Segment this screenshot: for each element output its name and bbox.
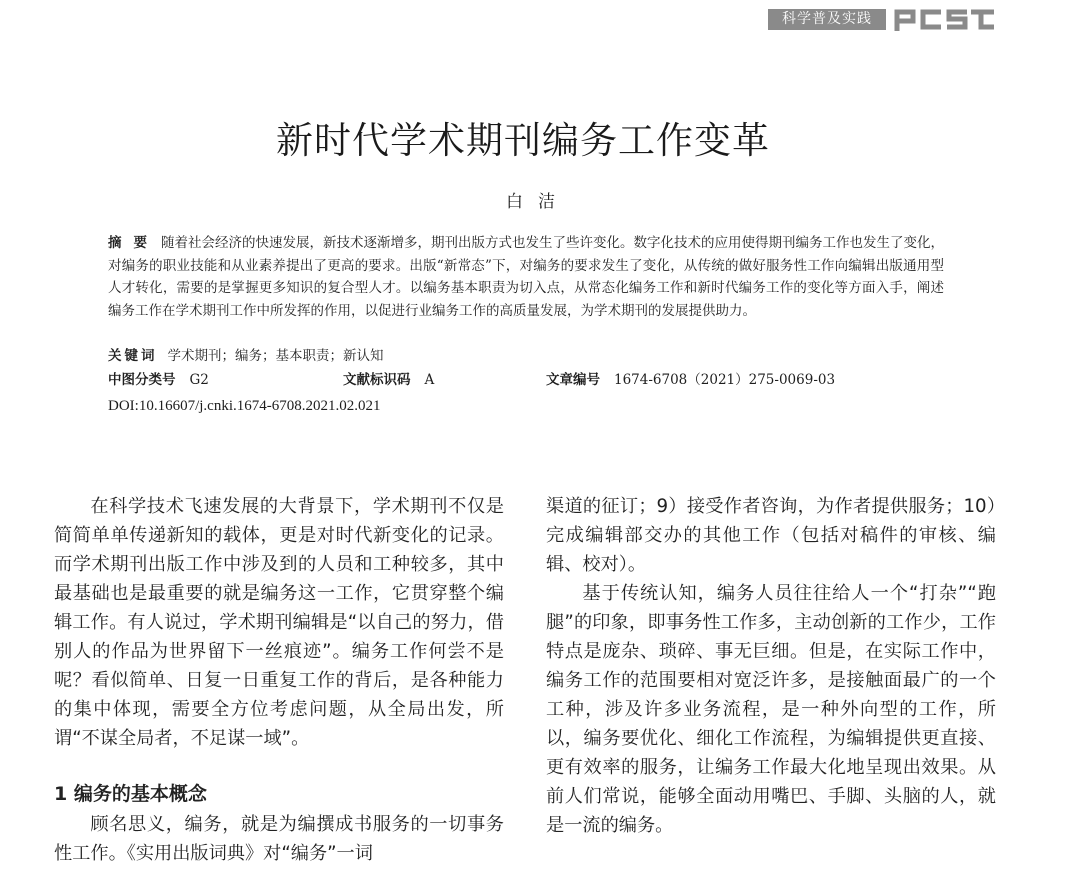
body-paragraph: 在科学技术飞速发展的大背景下，学术期刊不仅是简简单单传递新知的载体，更是对时代新变化的记录。而学术期刊出版工作中涉及到的人员和工种较多，其中最基础也是最重要的就是编务这一工作，它贯穿整个编辑工作。有人说过，学术期刊编辑是“以自己的努力，借别人的作品为世界留下一丝痕迹”。编务工作何尝不是呢？看似简单、日复一日重复工作的背后，是各种能力的集中体现，需要全方位考虑问题，从全局出发，所谓“不谋全局者，不足谋一域”。	[54, 496, 504, 749]
article-number	[546, 369, 835, 391]
doi: DOI:10.16607/j.cnki.1674-6708.2021.02.021	[108, 398, 381, 414]
body-column-right	[546, 492, 996, 840]
body-paragraph: 渠道的征订；9）接受作者咨询，为作者提供服务；10）完成编辑部交办的其他工作（包括对稿件的审核、编辑、校对）。	[546, 496, 996, 575]
body-paragraph: 顾名思义，编务，就是为编撰成书服务的一切事务性工作。《实用出版词典》对“编务”一词	[54, 814, 504, 864]
document-code-label: 文献标识码	[343, 372, 411, 388]
document-code-value: A	[424, 372, 435, 388]
classification-row	[108, 369, 1008, 391]
clc-label: 中图分类号	[108, 372, 176, 388]
article-author: 白洁	[506, 192, 570, 212]
keywords	[108, 345, 384, 367]
keywords-label: 关键词	[108, 348, 158, 364]
document-code	[343, 369, 434, 391]
abstract	[108, 232, 944, 323]
article-title: 新时代学术期刊编务工作变革	[276, 119, 770, 162]
body-column-left	[54, 492, 504, 868]
section-heading: 1 编务的基本概念	[54, 783, 207, 805]
clc-number	[108, 369, 209, 391]
journal-logo	[893, 7, 996, 32]
abstract-text: 随着社会经济的快速发展，新技术逐渐增多，期刊出版方式也发生了些许变化。数字化技术的应用使得期刊编务工作也发生了变化，对编务的职业技能和从业素养提出了更高的要求。出版“新常态”下，对编务的要求发生了变化，从传统的做好服务性工作向编辑出版通用型人才转化，需要的是掌握更多知识的复合型人才。以编务基本职责为切入点，从常态化编务工作和新时代编务工作的变化等方面入手，阐述编务工作在学术期刊工作中所发挥的作用，以促进行业编务工作的高质量发展，为学术期刊的发展提供助力。	[108, 235, 944, 320]
article-number-label: 文章编号	[546, 372, 600, 388]
body-paragraph: 基于传统认知，编务人员往往给人一个“打杂”“跑腿”的印象，即事务性工作多，主动创新的工作少，工作特点是庞杂、琐碎、事无巨细。但是，在实际工作中，编务工作的范围要相对宽泛许多，是接触面最广的一个工种，涉及许多业务流程，是一种外向型的工作，所以，编务要优化、细化工作流程，为编辑提供更直接、更有效率的服务，让编务工作最大化地呈现出效果。从前人们常说，能够全面动用嘴巴、手脚、头脑的人，就是一流的编务。	[546, 583, 996, 836]
abstract-label: 摘要	[108, 235, 159, 251]
journal-section-tag: 科学普及实践	[768, 9, 886, 30]
article-number-value: 1674-6708（2021）275-0069-03	[614, 372, 836, 388]
keywords-text: 学术期刊；编务；基本职责；新认知	[167, 348, 384, 364]
clc-value: G2	[189, 372, 209, 388]
